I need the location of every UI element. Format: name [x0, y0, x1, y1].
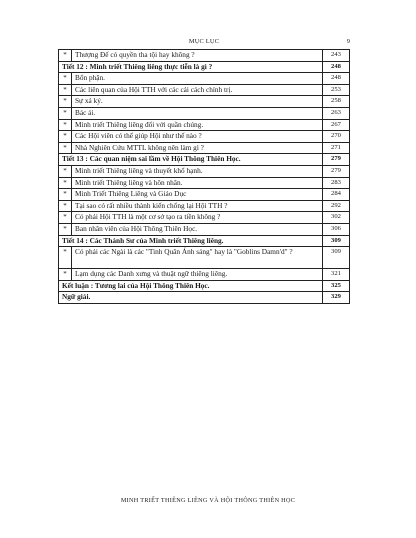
toc-page-number: 248 — [323, 61, 350, 73]
toc-page-number: 309 — [323, 235, 350, 247]
toc-section-title: Tiết 14 : Các Thánh Sư của Minh triết Thiêng liêng. — [59, 235, 323, 247]
toc-section-title: Tiết 12 : Minh triết Thiêng liêng thực tiễn là gì ? — [59, 61, 323, 73]
toc-item-row — [59, 73, 350, 85]
toc-page-number: 271 — [323, 142, 350, 154]
toc-item-row — [59, 247, 350, 269]
toc-section-row — [59, 154, 350, 166]
toc-page-number: 258 — [323, 96, 350, 108]
toc-item-title: Minh triết Thiêng liêng và hôn nhân. — [72, 177, 323, 189]
toc-page-number: 279 — [323, 165, 350, 177]
toc-section-title: Kết luận : Tương lai của Hội Thông Thiên Học. — [59, 280, 323, 292]
toc-bullet: * — [59, 142, 72, 154]
toc-item-row — [59, 189, 350, 201]
toc-bullet: * — [59, 247, 72, 269]
toc-item-row — [59, 131, 350, 143]
toc-item-row — [59, 84, 350, 96]
toc-bullet: * — [59, 200, 72, 212]
toc-item-title: Minh triết Thiêng liêng đối với quần chúng. — [72, 119, 323, 131]
toc-page-number: 283 — [323, 177, 350, 189]
header-page-number: 9 — [346, 38, 350, 45]
toc-item-row — [59, 200, 350, 212]
toc-bullet: * — [59, 165, 72, 177]
toc-page-number: 309 — [323, 247, 350, 269]
toc-bullet: * — [59, 50, 72, 62]
toc-page-number: 270 — [323, 131, 350, 143]
toc-bullet: * — [59, 269, 72, 281]
toc-item-row — [59, 269, 350, 281]
toc-bullet: * — [59, 177, 72, 189]
toc-item-title: Các Hội viên có thể giúp Hội như thế nào ? — [72, 131, 323, 143]
page-header — [58, 38, 350, 48]
toc-item-title: Thượng Đế có quyền tha tội hay không ? — [72, 50, 323, 62]
toc-item-title: Minh Triết Thiêng Liêng và Giáo Dục — [72, 189, 323, 201]
toc-section-row — [59, 61, 350, 73]
toc-item-title: Sự xả kỷ. — [72, 96, 323, 108]
toc-item-row — [59, 165, 350, 177]
toc-page-number: 306 — [323, 223, 350, 235]
toc-section-row — [59, 292, 350, 304]
toc-item-title: Có phải Hội TTH là một cơ sở tạo ra tiền không ? — [72, 212, 323, 224]
toc-bullet: * — [59, 96, 72, 108]
toc-item-row — [59, 177, 350, 189]
toc-page-number: 302 — [323, 212, 350, 224]
toc-page-number: 248 — [323, 73, 350, 85]
toc-page-number: 253 — [323, 84, 350, 96]
toc-table — [58, 49, 350, 304]
toc-page-number: 263 — [323, 107, 350, 119]
toc-page-number: 321 — [323, 269, 350, 281]
toc-section-title: Tiết 13 : Các quan niệm sai lầm về Hội Thông Thiên Học. — [59, 154, 323, 166]
toc-section-title: Ngữ giải. — [59, 292, 323, 304]
toc-bullet: * — [59, 84, 72, 96]
toc-bullet: * — [59, 223, 72, 235]
toc-item-row — [59, 142, 350, 154]
toc-item-title: Minh triết Thiêng liêng và thuyết khổ hạnh. — [72, 165, 323, 177]
toc-page-number: 279 — [323, 154, 350, 166]
toc-item-title: Bổn phận. — [72, 73, 323, 85]
toc-bullet: * — [59, 107, 72, 119]
toc-item-title: Có phải các Ngài là các "Tinh Quân Ánh sáng" hay là "Goblins Damn'd" ? — [72, 247, 323, 269]
toc-page-number: 292 — [323, 200, 350, 212]
page-footer: MINH TRIẾT THIÊNG LIÊNG VÀ HỘI THÔNG THIÊN HỌC — [120, 497, 296, 504]
toc-bullet: * — [59, 189, 72, 201]
toc-page-number: 267 — [323, 119, 350, 131]
toc-page-number: 284 — [323, 189, 350, 201]
toc-item-title: Lạm dụng các Danh xưng và thuật ngữ thiêng liêng. — [72, 269, 323, 281]
toc-item-row — [59, 107, 350, 119]
toc-item-row — [59, 119, 350, 131]
toc-item-title: Bác ái. — [72, 107, 323, 119]
toc-bullet: * — [59, 131, 72, 143]
toc-item-title: Ban nhân viên của Hội Thông Thiên Học. — [72, 223, 323, 235]
toc-item-row — [59, 50, 350, 62]
toc-section-row — [59, 280, 350, 292]
toc-page-number: 329 — [323, 292, 350, 304]
toc-item-row — [59, 96, 350, 108]
toc-page-number: 243 — [323, 50, 350, 62]
toc-item-title: Các liên quan của Hội TTH với các cải cách chính trị. — [72, 84, 323, 96]
toc-item-title: Nhà Nghiên Cứu MTTL không nên làm gì ? — [72, 142, 323, 154]
toc-bullet: * — [59, 119, 72, 131]
header-title: MỤC LỤC — [188, 38, 220, 45]
toc-page-number: 325 — [323, 280, 350, 292]
toc-body — [59, 50, 350, 304]
toc-item-row — [59, 212, 350, 224]
toc-item-row — [59, 223, 350, 235]
toc-bullet: * — [59, 73, 72, 85]
toc-bullet: * — [59, 212, 72, 224]
toc-section-row — [59, 235, 350, 247]
toc-item-title: Tại sao có rất nhiều thành kiến chống lại Hội TTH ? — [72, 200, 323, 212]
